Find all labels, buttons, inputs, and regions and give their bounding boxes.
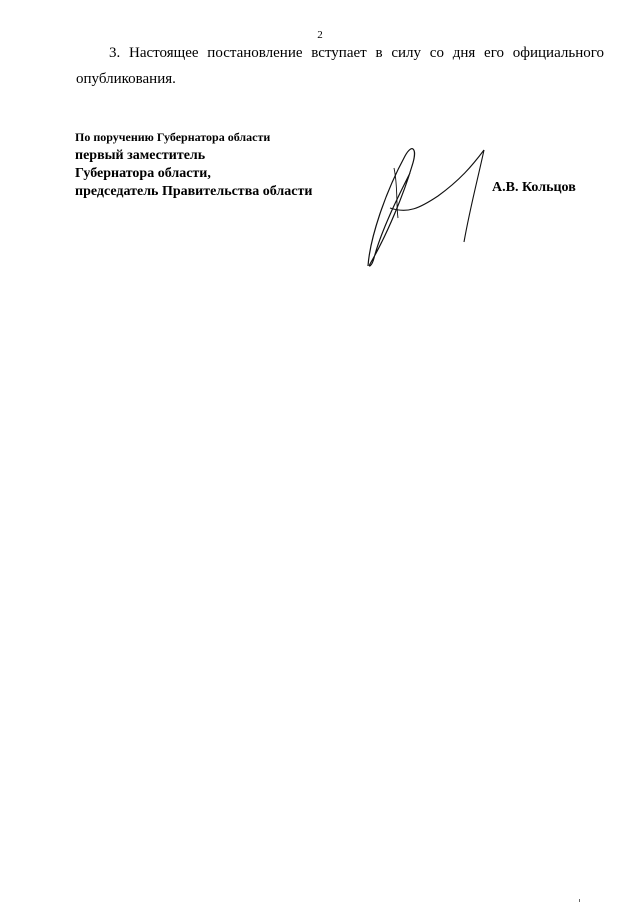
signature-line-governor: Губернатора области, — [75, 166, 211, 181]
signature-line-position: первый заместитель — [75, 148, 206, 163]
signature-line-on-behalf: По поручению Губернатора области — [75, 130, 271, 144]
handwritten-signature — [360, 138, 500, 270]
signature-line-chairman: председатель Правительства области — [75, 184, 313, 199]
page-number: 2 — [317, 29, 323, 41]
signer-name: А.В. Кольцов — [492, 180, 576, 195]
scan-mark — [579, 899, 580, 902]
signature-block — [75, 127, 312, 201]
paragraph-3: 3. Настоящее постановление вступает в силу со дня его официального опубликования. — [76, 45, 604, 87]
